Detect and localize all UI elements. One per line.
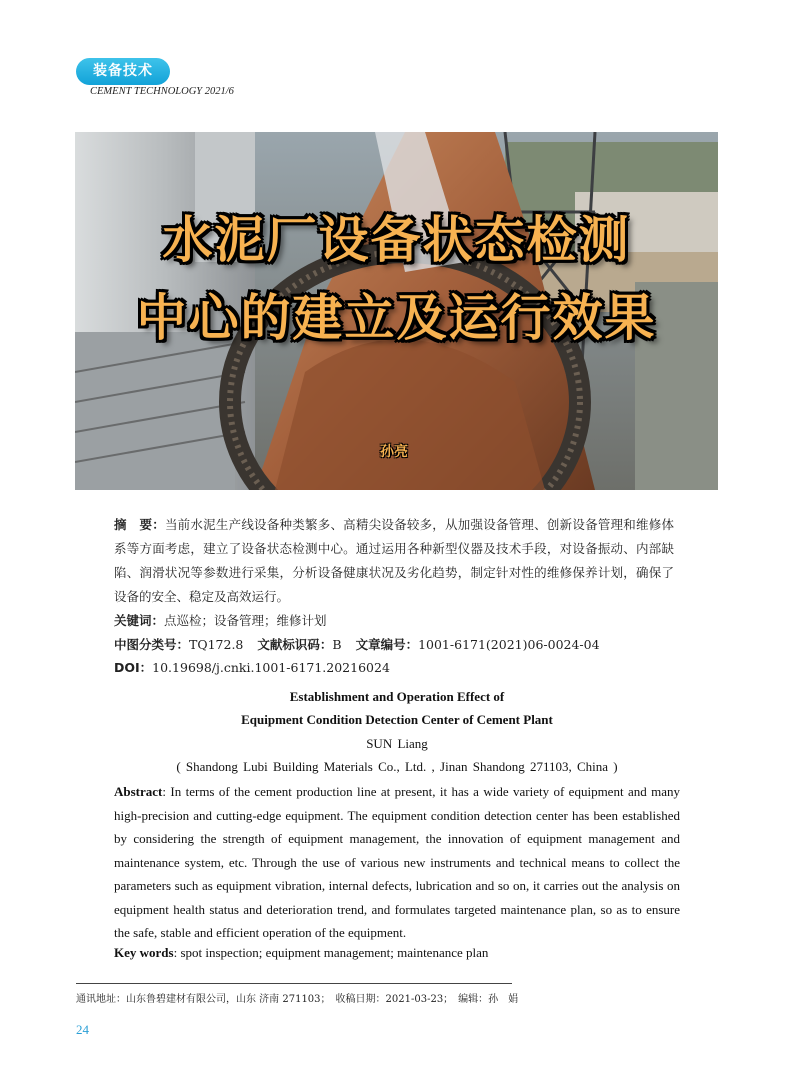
english-affiliation: ( Shandong Lubi Building Materials Co., Ltd. , Jinan Shandong 271103, China ) [176,759,618,774]
doi-value: 10.19698/j.cnki.1001-6171.20216024 [152,660,390,675]
classification-line [114,635,600,653]
cn-abstract-text: 当前水泥生产线设备种类繁多、高精尖设备较多，从加强设备管理、创新设备管理和维修体系等方面考虑，建立了设备状态检测中心。通过运用各种新型仪器及技术手段，对设备振动、内部缺陷、润滑状况等参数进行采集，分析设备健康状况及劣化趋势，制定针对性的维修保养计划，确保了设备的安全、稳定及高效运行。 [114,517,674,604]
cn-abstract-label: 摘 要： [114,517,165,532]
clc-value: TQ172.8 [189,637,244,652]
hero-title-line1: 水泥厂设备状态检测 [162,211,631,269]
clc-label: 中图分类号： [114,637,190,652]
english-keywords [114,945,488,961]
english-abstract-text: : In terms of the cement production line at present, it has a wide variety of equipment and many high-precision and cutting-edge equipment. The equipment condition detection center has been established by considering the strength of equipment management, the innovation of equipment management and maintenance system, etc. Through the use of various new instruments and technical means to collect the parameters such as equipment vibration, internal defects, lubrication and so on, it carries out the analysis on equipment health status and deterioration trend, and formulates targeted maintenance plan, so as to ensure the safe, stable and efficient operation of the equipment. [114,784,680,940]
english-title-line2: Equipment Condition Detection Center of Cement Plant [241,712,553,727]
english-abstract-label: Abstract [114,784,163,799]
english-author: SUN Liang [366,736,428,751]
article-no-label: 文章编号： [355,637,419,652]
cn-keywords-text: 点巡检；设备管理；维修计划 [164,613,327,628]
doi-label: DOI： [114,660,153,675]
hero-author: 孙亮 [380,444,408,460]
english-abstract [114,780,680,945]
cn-keywords-label: 关键词： [114,613,165,628]
article-no-value: 1001-6171(2021)06-0024-04 [418,637,600,652]
doi-line [114,658,390,676]
doc-code-value: B [332,637,342,652]
journal-issue: CEMENT TECHNOLOGY 2021/6 [90,86,234,97]
hero-image [75,132,718,490]
footnote: 通讯地址：山东鲁碧建材有限公司，山东 济南 271103； 收稿日期：2021-03-23； 编辑：孙 娟 [76,994,519,1005]
cn-abstract [114,513,674,609]
english-keywords-label: Key words [114,945,174,960]
cn-keywords [114,611,327,629]
footnote-divider [76,983,512,984]
english-keywords-text: : spot inspection; equipment management; maintenance plan [173,945,489,960]
doc-code-label: 文献标识码： [257,637,333,652]
page-number: 24 [76,1022,89,1037]
english-title-line1: Establishment and Operation Effect of [289,689,505,704]
section-tag: 装备技术 [76,58,170,85]
hero-title-line2: 中心的建立及运行效果 [136,289,657,347]
